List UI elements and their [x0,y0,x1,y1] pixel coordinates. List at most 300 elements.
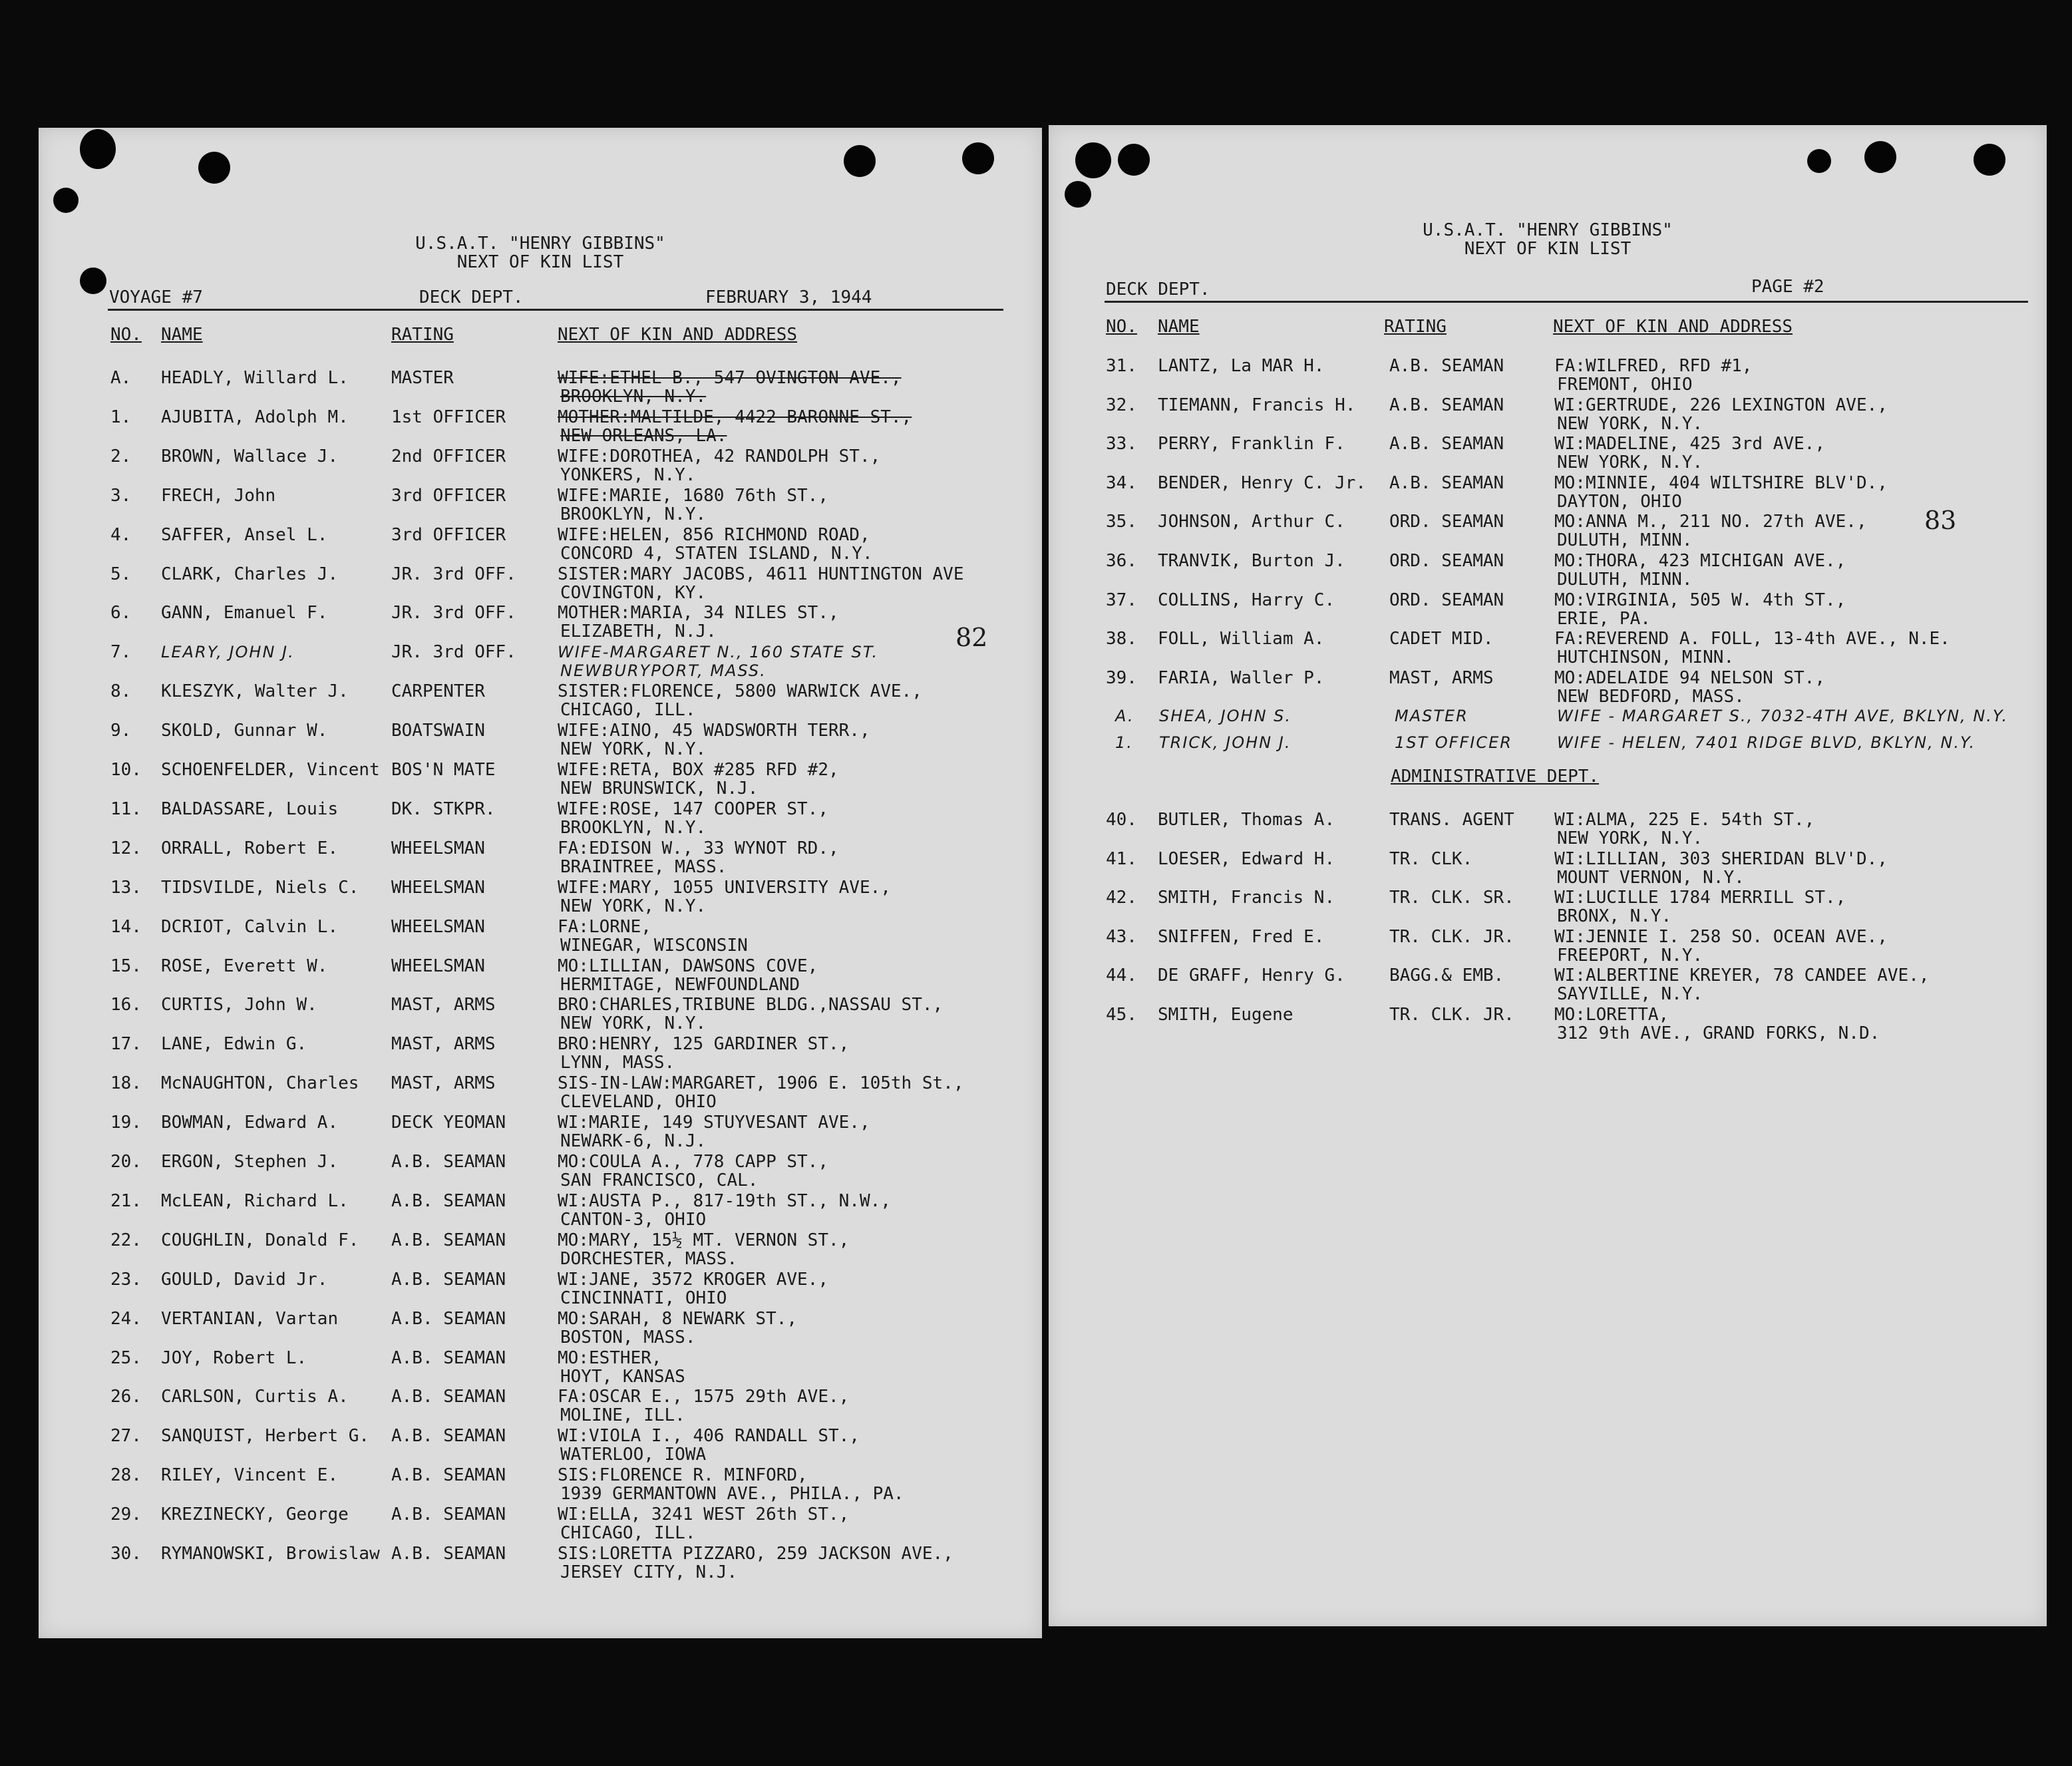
row-number: 1. [1115,733,1133,752]
row-number: 26. [110,1387,142,1407]
crew-rating: A.B. SEAMAN [391,1190,506,1211]
row-number: 23. [110,1269,142,1290]
crew-rating: ORD. SEAMAN [1389,551,1504,571]
punch-hole [1065,181,1091,208]
next-of-kin [558,408,912,445]
crew-name: ROSE, Everett W. [161,956,328,976]
kin-line-1: WIFE:MARIE, 1680 76th ST., [558,485,828,506]
next-of-kin [1554,435,1825,472]
next-of-kin [558,1427,860,1464]
col-no: NO. [1106,317,1137,337]
crew-rating: 1st OFFICER [391,407,506,427]
next-of-kin [558,369,902,406]
crew-rating: 3rd OFFICER [391,524,506,545]
row-number: 10. [110,760,142,780]
kin-line-2: SAN FRANCISCO, CAL. [560,1170,759,1190]
next-of-kin [558,604,839,641]
kin-line-2: BOSTON, MASS. [560,1327,696,1347]
left-page [39,128,1042,1638]
row-number: 41. [1106,848,1137,869]
table-row [1049,552,2047,590]
crew-name: COLLINS, Harry C. [1158,590,1335,610]
crew-name: BROWN, Wallace J. [161,446,339,466]
crew-name: COUGHLIN, Donald F. [161,1230,359,1250]
crew-name: BUTLER, Thomas A. [1158,810,1335,830]
row-number: 33. [1106,434,1137,454]
kin-line-2: HOYT, KANSAS [560,1366,685,1387]
crew-rating: TR. CLK. JR. [1389,926,1514,947]
kin-line-2: NEWARK-6, N.J. [560,1131,707,1152]
next-of-kin [558,957,818,994]
crew-name: JOHNSON, Arthur C. [1158,512,1345,532]
col-kin: NEXT OF KIN AND ADDRESS [1553,317,1793,337]
row-number: 36. [1106,551,1137,571]
table-row [39,486,1042,525]
crew-rating: BAGG.& EMB. [1389,966,1504,986]
voyage-label: VOYAGE #7 [109,287,203,307]
row-number: 42. [1106,888,1137,908]
crew-name: DCRIOT, Calvin L. [161,916,339,937]
table-row [1049,629,2047,668]
crew-rating: MAST, ARMS [391,1073,496,1094]
crew-rating: WHEELSMAN [391,916,485,937]
punch-hole [53,188,79,213]
crew-rating: BOATSWAIN [391,721,485,741]
kin-line-1: SISTER:MARY JACOBS, 4611 HUNTINGTON AVE [558,564,964,584]
kin-line-1: FA:OSCAR E., 1575 29th AVE., [558,1387,850,1407]
next-of-kin [558,918,748,955]
next-of-kin [1554,357,1752,394]
crew-rating: MASTER [1395,707,1468,725]
row-number: 31. [1106,356,1137,376]
kin-line-2: WINEGAR, WISCONSIN [560,935,748,956]
kin-line-1: MO:THORA, 423 MICHIGAN AVE., [1554,551,1846,571]
punch-hole [1075,142,1111,178]
next-of-kin [1554,552,1846,589]
next-of-kin: WIFE - MARGARET S., 7032-4TH AVE, BKLYN, N.Y. [1557,707,2009,725]
row-number: 13. [110,877,142,898]
row-number: 15. [110,956,142,976]
row-number: A. [1115,707,1134,725]
page-label: PAGE #2 [1751,277,1824,297]
kin-line-2: HUTCHINSON, MINN. [1557,647,1735,668]
crew-rating: TRANS. AGENT [1389,810,1514,830]
next-of-kin [1554,669,1825,706]
row-number: 29. [110,1504,142,1525]
kin-line-1: MO:ESTHER, [558,1347,662,1368]
table-row [1049,474,2047,512]
punch-hole [1118,144,1150,176]
kin-line-1: SIS-IN-LAW:MARGARET, 1906 E. 105th St., [558,1073,964,1094]
kin-line-2: YONKERS, N.Y. [560,464,696,485]
next-of-kin [558,1035,849,1072]
kin-line-1: WIFE:AINO, 45 WADSWORTH TERR., [558,721,870,741]
next-of-kin [1554,928,1888,965]
kin-line-1: MO:MARY, 15½ MT. VERNON ST., [558,1230,850,1250]
crew-name: LANTZ, La MAR H. [1158,356,1325,376]
kin-line-2: BROOKLYN, N.Y. [560,387,707,407]
crew-rating: A.B. SEAMAN [1389,434,1504,454]
kin-line-2: DORCHESTER, MASS. [560,1248,738,1269]
row-number: 35. [1106,512,1137,532]
punch-hole [962,142,994,174]
kin-line-1: FA:LORNE, [558,916,651,937]
kin-line-2: DULUTH, MINN. [1557,530,1693,551]
kin-line-2: NEW YORK, N.Y. [1557,452,1703,473]
next-of-kin [558,682,922,719]
kin-line-1: MOTHER:MALTILDE, 4422 BARONNE ST., [558,407,912,427]
next-of-kin [558,1310,797,1347]
crew-name: LOESER, Edward H. [1158,848,1335,869]
kin-line-2: CANTON-3, OHIO [560,1209,707,1230]
table-row [39,878,1042,917]
row-number: 21. [110,1190,142,1211]
kin-line-2: DAYTON, OHIO [1557,491,1682,512]
kin-line-1: MO:COULA A., 778 CAPP ST., [558,1152,828,1172]
crew-name: GANN, Emanuel F. [161,603,328,623]
crew-name: TRICK, JOHN J. [1159,733,1292,752]
table-row [39,643,1042,681]
kin-line-2: BROOKLYN, N.Y. [560,817,707,838]
crew-rating: MAST, ARMS [1389,667,1494,688]
kin-line-2: NEW BRUNSWICK, N.J. [560,779,759,798]
next-of-kin [1554,850,1888,887]
kin-line-1: MO:ADELAIDE 94 NELSON ST., [1554,667,1825,688]
kin-line-1: WIFE:ETHEL B., 547 OVINGTON AVE., [558,368,902,388]
row-number: 8. [110,681,132,702]
row-number: 14. [110,916,142,937]
table-row [39,1505,1042,1544]
next-of-kin [558,995,943,1033]
kin-line-1: SIS:FLORENCE R. MINFORD, [558,1465,808,1486]
row-number: 4. [110,524,132,545]
crew-rating: A.B. SEAMAN [391,1504,506,1525]
handwritten-row [1049,707,2047,731]
table-row [39,800,1042,838]
row-number: 2. [110,446,132,466]
next-of-kin [558,800,828,837]
table-row [39,995,1042,1034]
crew-rating: WHEELSMAN [391,956,485,976]
header-rule [108,309,1003,311]
crew-rating: A.B. SEAMAN [1389,395,1504,415]
row-number: 45. [1106,1005,1137,1025]
kin-line-1: WI:MARIE, 149 STUYVESANT AVE., [558,1113,870,1133]
kin-line-1: WI:GERTRUDE, 226 LEXINGTON AVE., [1554,395,1888,415]
dept-label: DECK DEPT. [419,287,524,307]
crew-name: SHEA, JOHN S. [1159,707,1292,725]
kin-line-1: SISTER:FLORENCE, 5800 WARWICK AVE., [558,681,922,702]
row-number: 5. [110,564,132,584]
crew-name: SCHOENFELDER, Vincent [161,760,380,780]
next-of-kin [558,1505,849,1542]
row-number: 7. [110,642,132,663]
table-row [1049,512,2047,551]
crew-rating: A.B. SEAMAN [391,1426,506,1447]
crew-rating: MAST, ARMS [391,995,496,1015]
crew-rating: 1ST OFFICER [1395,733,1512,752]
kin-line-1: WI:LILLIAN, 303 SHERIDAN BLV'D., [1554,848,1888,869]
next-of-kin [558,1387,849,1425]
crew-rating: DECK YEOMAN [391,1113,506,1133]
next-of-kin [558,839,839,876]
kin-line-2: JERSEY CITY, N.J. [560,1562,738,1582]
row-number: 1. [110,407,132,427]
kin-line-2: FREEPORT, N.Y. [1557,945,1703,966]
next-of-kin [1554,888,1846,926]
row-number: 6. [110,603,132,623]
col-name: NAME [161,325,203,345]
next-of-kin [558,526,873,563]
row-number: 38. [1106,629,1137,649]
next-of-kin [558,1544,953,1582]
next-of-kin [558,1466,904,1503]
row-number: 28. [110,1465,142,1486]
crew-rating: A.B. SEAMAN [391,1465,506,1486]
table-row [1049,810,2047,849]
kin-line-1: FA:EDISON W., 33 WYNOT RD., [558,838,839,858]
table-row [39,1270,1042,1309]
crew-name: JOY, Robert L. [161,1347,307,1368]
crew-name: TRANVIK, Burton J. [1158,551,1345,571]
table-row [39,526,1042,564]
crew-name: FOLL, William A. [1158,629,1325,649]
admin-dept-title: ADMINISTRATIVE DEPT. [1391,767,1600,787]
crew-rating: BOS'N MATE [391,760,496,780]
kin-line-1: WIFE-MARGARET N., 160 STATE ST. [558,643,879,662]
row-number: 18. [110,1073,142,1094]
table-row [1049,669,2047,707]
crew-name: FARIA, Waller P. [1158,667,1325,688]
next-of-kin [558,565,963,602]
kin-line-2: CLEVELAND, OHIO [560,1092,717,1113]
crew-name: HEADLY, Willard L. [161,368,349,388]
next-of-kin [1554,474,1888,511]
page-number: 83 [1924,506,1957,535]
kin-line-2: LYNN, MASS. [560,1053,675,1073]
next-of-kin [558,878,891,916]
kin-line-1: SIS:LORETTA PIZZARO, 259 JACKSON AVE., [558,1544,953,1564]
kin-line-2: ERIE, PA. [1557,608,1651,629]
kin-line-1: BRO:CHARLES,TRIBUNE BLDG.,NASSAU ST., [558,995,944,1015]
crew-rating: A.B. SEAMAN [391,1308,506,1329]
table-row [39,1310,1042,1348]
kin-line-2: COVINGTON, KY. [560,582,707,603]
crew-rating: MAST, ARMS [391,1034,496,1055]
next-of-kin [1554,966,1930,1003]
page-number: 82 [955,623,988,652]
crew-rating: A.B. SEAMAN [391,1152,506,1172]
crew-name: KREZINECKY, George [161,1504,349,1525]
kin-line-2: CHICAGO, ILL. [560,1523,696,1544]
kin-line-2: FREMONT, OHIO [1557,375,1693,395]
kin-line-2: NEWBURYPORT, MASS. [560,661,767,681]
kin-line-1: WI:ALMA, 225 E. 54th ST., [1554,810,1815,830]
crew-rating: JR. 3rd OFF. [391,564,516,584]
crew-rating: A.B. SEAMAN [391,1544,506,1564]
table-row [39,408,1042,446]
col-rating: RATING [1384,317,1447,337]
kin-line-1: WI:ALBERTINE KREYER, 78 CANDEE AVE., [1554,966,1930,986]
row-number: 30. [110,1544,142,1564]
kin-line-2: SAYVILLE, N.Y. [1557,984,1703,1005]
crew-name: RYMANOWSKI, Browislaw [161,1544,380,1564]
crew-name: GOULD, David Jr. [161,1269,328,1290]
table-row [39,1074,1042,1113]
kin-line-1: BRO:HENRY, 125 GARDINER ST., [558,1034,850,1055]
table-row [1049,928,2047,966]
crew-rating: A.B. SEAMAN [1389,472,1504,493]
crew-rating: TR. CLK. [1389,848,1473,869]
row-number: 44. [1106,966,1137,986]
crew-name: RILEY, Vincent E. [161,1465,339,1486]
kin-line-1: MO:MINNIE, 404 WILTSHIRE BLV'D., [1554,472,1888,493]
row-number: 12. [110,838,142,858]
col-no: NO. [110,325,142,345]
next-of-kin [558,1074,963,1111]
kin-line-1: WIFE:ROSE, 147 COOPER ST., [558,798,828,819]
row-number: 39. [1106,667,1137,688]
kin-line-1: WIFE:RETA, BOX #285 RFD #2, [558,760,839,780]
next-of-kin [1554,591,1846,628]
crew-name: SANQUIST, Herbert G. [161,1426,370,1447]
crew-name: SKOLD, Gunnar W. [161,721,328,741]
table-row [39,1427,1042,1465]
kin-line-2: HERMITAGE, NEWFOUNDLAND [560,974,800,995]
kin-line-2: CONCORD 4, STATEN ISLAND, N.Y. [560,543,873,564]
kin-line-1: WI:AUSTA P., 817-19th ST., N.W., [558,1190,891,1211]
kin-line-1: MO:SARAH, 8 NEWARK ST., [558,1308,798,1329]
row-number: 16. [110,995,142,1015]
punch-hole [198,152,230,184]
next-of-kin [1554,629,1950,667]
kin-line-1: MO:LORETTA, [1554,1005,1669,1025]
crew-rating: 2nd OFFICER [391,446,506,466]
table-row [39,918,1042,956]
col-rating: RATING [391,325,454,345]
next-of-kin [558,447,880,484]
punch-hole [80,129,116,169]
crew-name: FRECH, John [161,485,276,506]
crew-rating: JR. 3rd OFF. [391,603,516,623]
kin-line-1: WIFE:HELEN, 856 RICHMOND ROAD, [558,524,870,545]
table-row [1049,396,2047,435]
crew-name: ERGON, Stephen J. [161,1152,339,1172]
row-number: 3. [110,485,132,506]
next-of-kin: WIFE - HELEN, 7401 RIDGE BLVD, BKLYN, N.Y. [1557,733,1976,752]
kin-line-1: FA:WILFRED, RFD #1, [1554,356,1753,376]
next-of-kin [558,1270,828,1308]
next-of-kin [558,761,839,798]
crew-name: CURTIS, John W. [161,995,317,1015]
kin-line-2: NEW YORK, N.Y. [1557,828,1703,848]
next-of-kin [558,1152,828,1190]
next-of-kin [1554,810,1814,848]
header-rule [1105,301,2028,303]
crew-rating: WHEELSMAN [391,838,485,858]
right-page [1049,125,2047,1626]
table-row [39,447,1042,486]
crew-name: ORRALL, Robert E. [161,838,339,858]
crew-rating: MASTER [391,368,454,388]
kin-line-1: MO:VIRGINIA, 505 W. 4th ST., [1554,590,1846,610]
next-of-kin [1554,512,1867,550]
crew-name: McLEAN, Richard L. [161,1190,349,1211]
next-of-kin [558,486,828,524]
date-label: FEBRUARY 3, 1944 [705,287,872,307]
document-subtitle: NEXT OF KIN LIST [456,252,624,272]
crew-name: SMITH, Francis N. [1158,888,1335,908]
row-number: 19. [110,1113,142,1133]
next-of-kin [558,643,878,680]
row-number: 17. [110,1034,142,1055]
crew-rating: CARPENTER [391,681,485,702]
next-of-kin [1554,1005,1880,1043]
crew-rating: A.B. SEAMAN [391,1269,506,1290]
table-row [39,839,1042,878]
crew-name: LANE, Edwin G. [161,1034,307,1055]
kin-line-2: BRAINTREE, MASS. [560,856,727,877]
crew-rating: TR. CLK. JR. [1389,1005,1514,1025]
kin-line-1: MO:ANNA M., 211 NO. 27th AVE., [1554,512,1867,532]
kin-line-2: CINCINNATI, OHIO [560,1288,727,1308]
table-row [39,1113,1042,1152]
table-row [39,1152,1042,1191]
table-row [39,1544,1042,1583]
kin-line-2: 1939 GERMANTOWN AVE., PHILA., PA. [560,1484,904,1504]
kin-line-1: WI:MADELINE, 425 3rd AVE., [1554,434,1825,454]
crew-name: SNIFFEN, Fred E. [1158,926,1325,947]
row-number: 22. [110,1230,142,1250]
table-row [39,761,1042,799]
table-row [1049,888,2047,927]
table-row [39,1035,1042,1073]
crew-rating: ORD. SEAMAN [1389,590,1504,610]
kin-line-1: WI:JENNIE I. 258 SO. OCEAN AVE., [1554,926,1888,947]
col-kin: NEXT OF KIN AND ADDRESS [558,325,798,345]
row-number: 34. [1106,472,1137,493]
kin-line-2: MOLINE, ILL. [560,1405,685,1426]
kin-line-2: CHICAGO, ILL. [560,700,696,721]
row-number: 43. [1106,926,1137,947]
kin-line-1: WI:VIOLA I., 406 RANDALL ST., [558,1426,860,1447]
crew-rating: JR. 3rd OFF. [391,642,516,663]
next-of-kin [558,1231,849,1268]
row-number: A. [110,368,132,388]
kin-line-1: MO:LILLIAN, DAWSONS COVE, [558,956,818,976]
table-row [1049,435,2047,473]
kin-line-1: WI:ELLA, 3241 WEST 26th ST., [558,1504,850,1525]
crew-rating: 3rd OFFICER [391,485,506,506]
punch-hole [1807,149,1831,173]
table-row [39,565,1042,604]
dept-label: DECK DEPT. [1106,279,1210,299]
handwritten-row [1049,733,2047,757]
kin-line-2: DULUTH, MINN. [1557,570,1693,590]
crew-name: TIEMANN, Francis H. [1158,395,1356,415]
crew-name: KLESZYK, Walter J. [161,681,349,702]
table-row [39,1387,1042,1426]
crew-name: BENDER, Henry C. Jr. [1158,472,1367,493]
crew-rating: TR. CLK. SR. [1389,888,1514,908]
table-row [39,604,1042,642]
table-row [1049,1005,2047,1044]
row-number: 27. [110,1426,142,1447]
table-row [39,1192,1042,1230]
crew-name: AJUBITA, Adolph M. [161,407,349,427]
kin-line-2: NEW YORK, N.Y. [560,1013,707,1034]
punch-hole [1974,144,2005,176]
